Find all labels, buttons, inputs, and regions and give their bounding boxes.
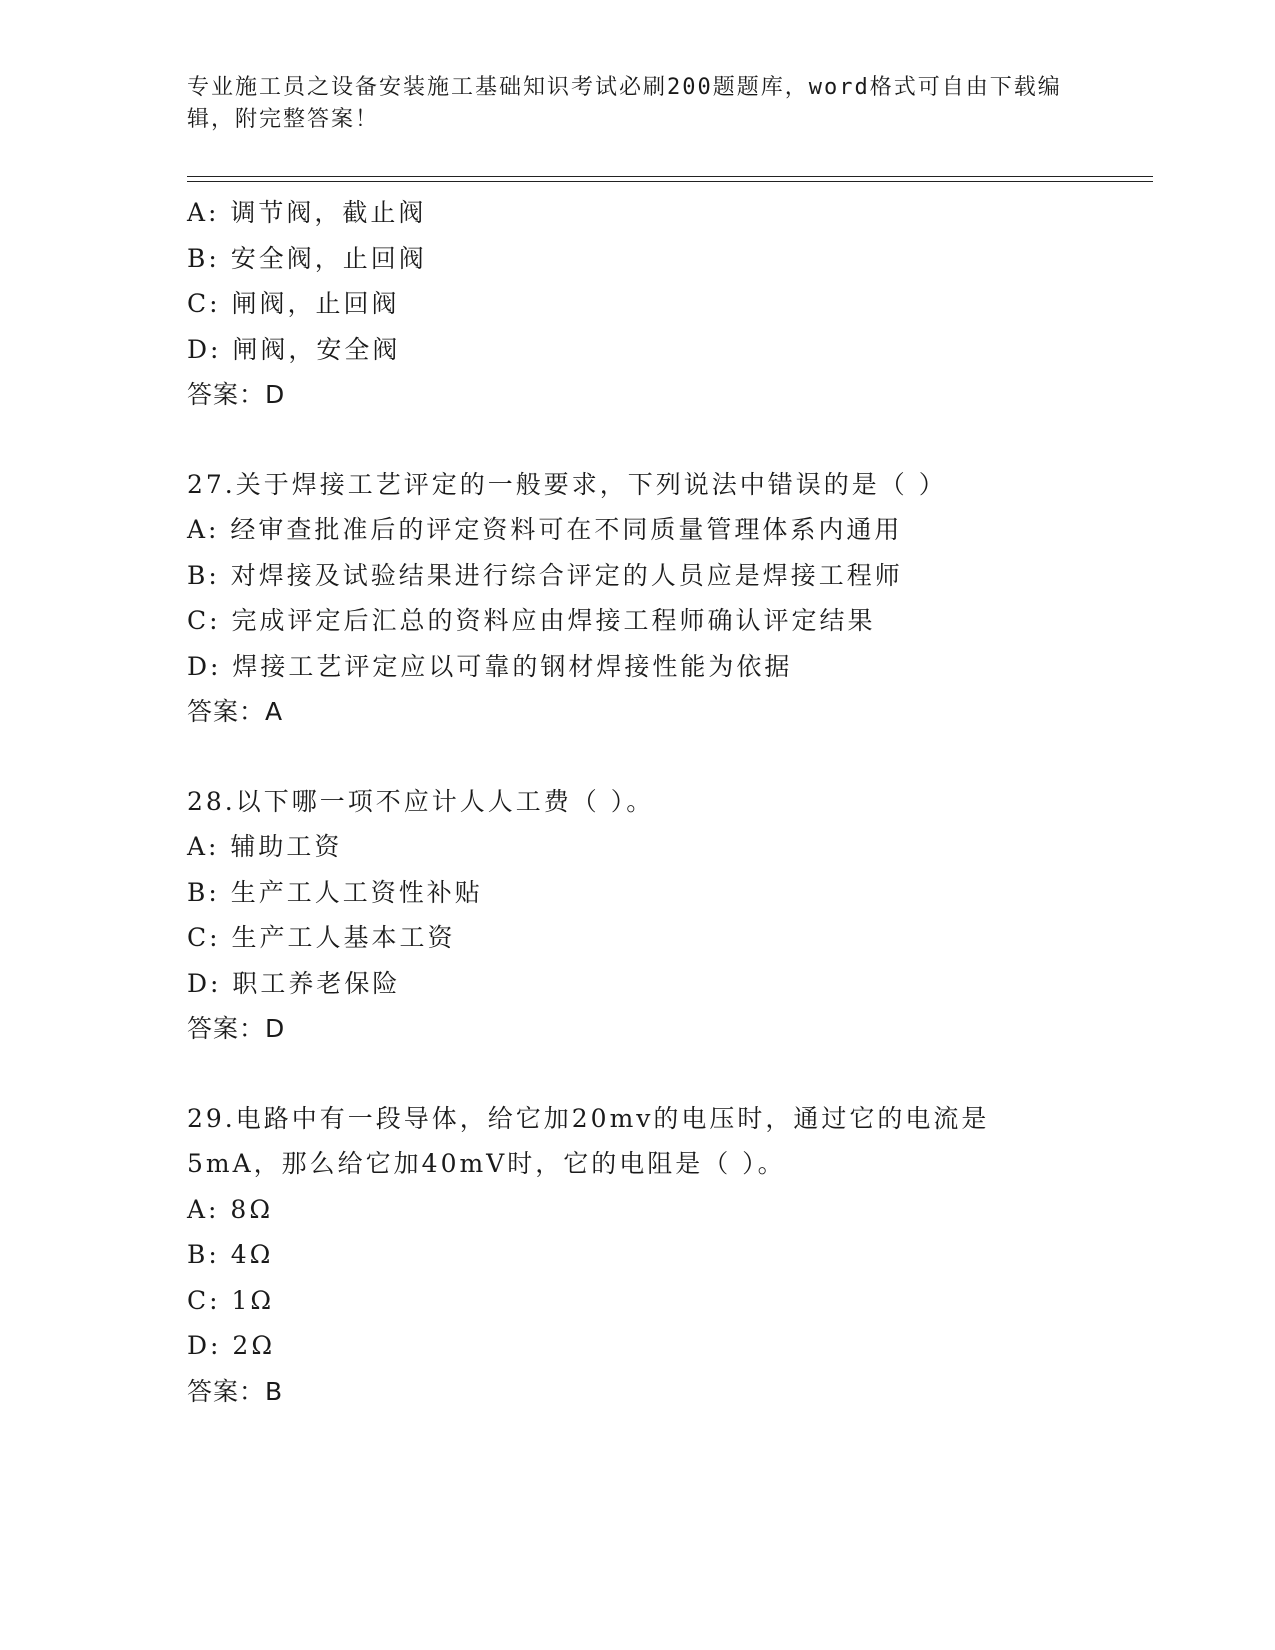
option-a: A: 调节阀，截止阀 <box>187 198 427 227</box>
question-text: 29.电路中有一段导体，给它加20mv的电压时，通过它的电流是5mA，那么给它加40mV时，它的电阻是（ ）。 <box>187 1103 990 1178</box>
header-divider-top <box>187 176 1153 177</box>
document-header-title: 专业施工员之设备安装施工基础知识考试必刷200题题库，word格式可自由下载编辑，附完整答案！ <box>187 75 1062 132</box>
answer-line: 答案：B <box>187 1376 284 1406</box>
option-b: B: 对焊接及试验结果进行综合评定的人员应是焊接工程师 <box>187 560 903 590</box>
question-block <box>187 462 1087 735</box>
header-divider-bottom <box>187 181 1153 182</box>
option-a: A: 8Ω <box>187 1194 274 1224</box>
question-list <box>187 190 1087 1414</box>
option-d: D: 2Ω <box>187 1331 276 1360</box>
option-d: D: 焊接工艺评定应以可靠的钢材焊接性能为依据 <box>187 651 793 681</box>
option-c: C: 完成评定后汇总的资料应由焊接工程师确认评定结果 <box>187 606 876 635</box>
option-a: A: 辅助工资 <box>187 832 343 861</box>
option-b: B: 安全阀，止回阀 <box>187 243 427 273</box>
question-text: 28.以下哪一项不应计人人工费（ ）。 <box>187 786 655 816</box>
option-c: C: 生产工人基本工资 <box>187 923 456 952</box>
option-c: C: 1Ω <box>187 1285 275 1315</box>
option-c: C: 闸阀，止回阀 <box>187 289 400 318</box>
option-d: D: 闸阀，安全阀 <box>187 334 401 364</box>
option-b: B: 生产工人工资性补贴 <box>187 877 483 907</box>
answer-line: 答案：A <box>187 697 284 726</box>
question-block <box>187 1096 1087 1415</box>
option-d: D: 职工养老保险 <box>187 968 401 998</box>
option-a: A: 经审查批准后的评定资料可在不同质量管理体系内通用 <box>187 515 903 544</box>
answer-line: 答案：D <box>187 380 286 409</box>
question-block <box>187 779 1087 1052</box>
option-b: B: 4Ω <box>187 1240 274 1269</box>
question-block <box>187 190 1087 418</box>
question-text: 27.关于焊接工艺评定的一般要求，下列说法中错误的是（ ） <box>187 469 947 499</box>
answer-line: 答案：D <box>187 1014 286 1043</box>
